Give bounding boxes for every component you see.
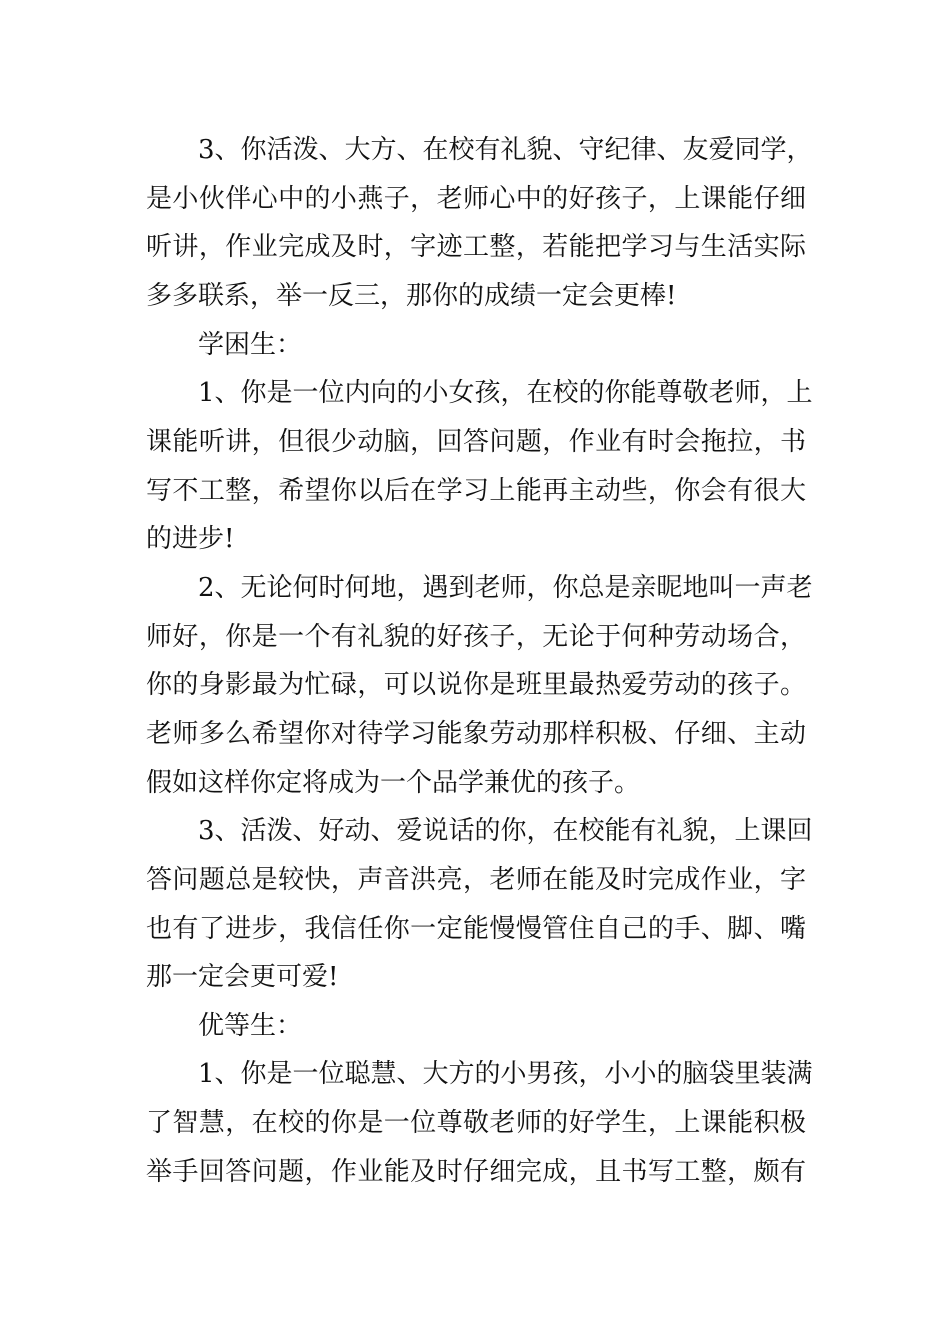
- body-text: [146, 126, 813, 1196]
- text-line: 也有了进步，我信任你一定能慢慢管住自己的手、脚、嘴: [146, 913, 806, 944]
- text-line: 1、你是一位内向的小女孩，在校的你能尊敬老师，上: [198, 378, 813, 409]
- text-line: 听讲，作业完成及时，字迹工整，若能把学习与生活实际: [146, 232, 806, 263]
- text-line: 老师多么希望你对待学习能象劳动那样积极、仔细、主动: [146, 718, 806, 749]
- text-line: 课能听讲，但很少动脑，回答问题，作业有时会拖拉，书: [146, 426, 806, 457]
- text-line: 多多联系，举一反三，那你的成绩一定会更棒!: [146, 280, 677, 311]
- text-line: 优等生：: [198, 1010, 303, 1041]
- text-line: 3、你活泼、大方、在校有礼貌、守纪律、友爱同学，: [198, 135, 813, 165]
- text-line: 你的身影最为忙碌，可以说你是班里最热爱劳动的孩子。: [146, 670, 806, 701]
- text-line: 举手回答问题，作业能及时仔细完成，且书写工整，颇有: [146, 1156, 806, 1187]
- text-line: 假如这样你定将成为一个品学兼优的孩子。: [146, 767, 641, 798]
- text-line: 的进步!: [146, 524, 235, 555]
- text-line: 写不工整，希望你以后在学习上能再主动些，你会有很大: [146, 475, 806, 506]
- text-line: 是小伙伴心中的小燕子，老师心中的好孩子，上课能仔细: [146, 183, 806, 214]
- text-line: 那一定会更可爱!: [146, 962, 339, 993]
- text-line: 了智慧，在校的你是一位尊敬老师的好学生，上课能积极: [146, 1108, 806, 1139]
- text-line: 学困生：: [198, 329, 303, 360]
- text-line: 1、你是一位聪慧、大方的小男孩，小小的脑袋里装满: [198, 1059, 813, 1090]
- text-line: 师好，你是一个有礼貌的好孩子，无论于何种劳动场合，: [146, 621, 806, 652]
- text-line: 答问题总是较快，声音洪亮，老师在能及时完成作业，字: [146, 864, 806, 895]
- text-line: 3、活泼、好动、爱说话的你，在校能有礼貌，上课回: [198, 816, 813, 847]
- text-line: 2、无论何时何地，遇到老师，你总是亲昵地叫一声老: [198, 572, 813, 603]
